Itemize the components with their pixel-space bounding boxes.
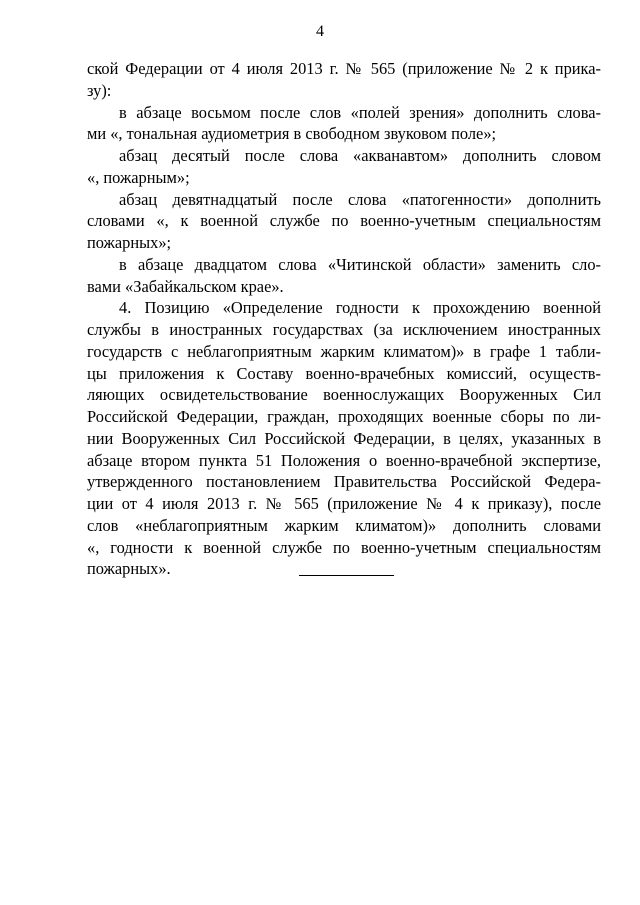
text-line: нии Вооруженных Сил Российской Федерации, в целях, указанных в — [87, 428, 601, 448]
text-line: «, пожарным»; — [87, 167, 190, 187]
text-line: службы в иностранных государствах (за исключением иностранных — [87, 320, 601, 339]
text-line: словами «, к военной службе по военно-учетным специальностям — [87, 211, 601, 231]
text-line: пожарных»; — [87, 233, 172, 252]
text-line: ляющих освидетельствование военнослужащих Вооруженных Сил — [87, 385, 601, 405]
text-line: ции от 4 июля 2013 г. № 565 (приложение № 4 к приказу), после — [87, 494, 601, 513]
text-line: слов «неблагоприятным жарким климатом)» дополнить словами — [87, 515, 601, 535]
text-line: абзац девятнадцатый после слова «патогенности» дополнить — [119, 189, 601, 209]
text-line: в абзаце восьмом после слов «полей зрения» дополнить слова- — [119, 102, 601, 122]
text-line: ской Федерации от 4 июля 2013 г. № 565 (приложение № 2 к прика- — [87, 59, 601, 78]
text-line: цы приложения к Составу военно-врачебных комиссий, осуществ- — [87, 363, 601, 383]
text-line: 4. Позицию «Определение годности к прохождению военной — [119, 298, 601, 318]
text-line: государств с неблагоприятным жарким климатом)» в графе 1 табли- — [87, 341, 601, 361]
text-line: «, годности к военной службе по военно-учетным специальностям — [87, 537, 601, 557]
text-line: утвержденного постановлением Правительства Российской Федера- — [87, 472, 601, 492]
text-line: абзац десятый после слова «акванавтом» дополнить словом — [119, 146, 601, 165]
text-line: ми «, тональная аудиометрия в свободном звуковом поле»; — [87, 124, 497, 144]
page-number: 4 — [316, 23, 324, 40]
end-separator-line — [299, 575, 394, 576]
text-line: вами «Забайкальском крае». — [87, 276, 284, 296]
text-line: абзаце втором пункта 51 Положения о военно-врачебной экспертизе, — [87, 450, 601, 470]
text-line: зу): — [87, 80, 112, 100]
text-line: в абзаце двадцатом слова «Читинской области» заменить сло- — [119, 254, 601, 274]
text-line: Российской Федерации, граждан, проходящих военные сборы по ли- — [87, 407, 601, 426]
document-body — [87, 58, 601, 580]
text-line: пожарных». — [87, 559, 171, 579]
